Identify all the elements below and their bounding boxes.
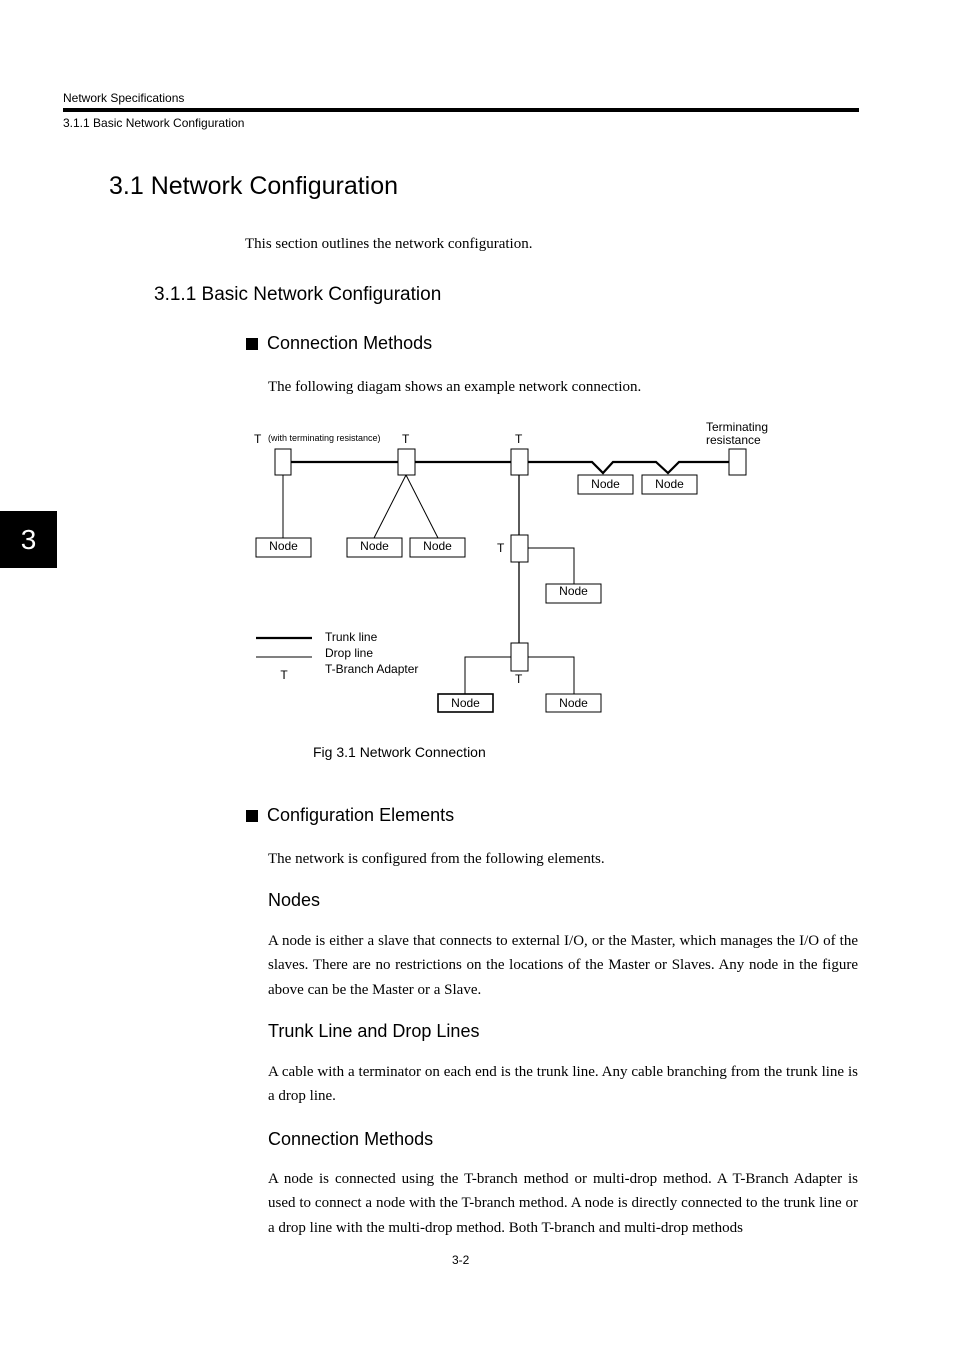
connection-methods-intro: The following diagam shows an example network connection.	[268, 379, 642, 395]
t-branch-adapter	[511, 535, 528, 562]
terminating-resistance	[729, 449, 746, 475]
node-box	[546, 694, 601, 712]
node-label: Node	[655, 477, 684, 491]
trunk-drop-heading: Trunk Line and Drop Lines	[268, 1021, 480, 1041]
legend-trunk-label: Trunk line	[325, 630, 378, 644]
drop-line	[465, 657, 511, 694]
node-box	[410, 538, 465, 557]
configuration-elements-intro: The network is configured from the following elements.	[268, 851, 605, 867]
figure-caption: Fig 3.1 Network Connection	[313, 744, 486, 760]
legend-drop-label: Drop line	[325, 646, 374, 660]
drop-line	[528, 657, 574, 694]
configuration-elements-heading-text: Configuration Elements	[267, 805, 455, 825]
drop-line	[374, 475, 406, 538]
legend-t-symbol: T	[280, 668, 288, 682]
nodes-heading: Nodes	[268, 890, 321, 910]
nodes-paragraph: A node is either a slave that connects to external I/O, or the Master, which manages the I/O of the slaves. There are no restrictions on the locations of the Master or Slaves. Any node in the figure above can be the Master or a Slave.	[268, 933, 858, 998]
section-title: 3.1 Network Configuration	[109, 172, 399, 200]
t-label: T	[254, 432, 262, 446]
node-box	[347, 538, 402, 557]
intro-text: This section outlines the network configuration.	[245, 236, 533, 252]
t-branch-adapter	[511, 643, 528, 671]
running-header-subsection: 3.1.1 Basic Network Configuration	[63, 116, 245, 130]
t-branch-adapter	[511, 449, 528, 475]
node-box	[578, 475, 633, 494]
t-branch-adapter	[275, 449, 291, 475]
node-box	[256, 538, 311, 557]
node-box	[438, 694, 493, 712]
trunk-drop-paragraph: A cable with a terminator on each end is the trunk line. Any cable branching from the trunk line is a drop line.	[268, 1064, 858, 1105]
node-label: Node	[559, 584, 588, 598]
drop-line	[406, 475, 438, 538]
running-header-section: Network Specifications	[63, 91, 185, 105]
connection-methods-heading-text: Connection Methods	[267, 333, 433, 353]
chapter-tab: 3	[0, 511, 57, 568]
page-number: 3-2	[452, 1253, 470, 1267]
with-terminating-note: (with terminating resistance)	[268, 433, 381, 443]
node-label: Node	[559, 696, 588, 710]
t-label: T	[515, 432, 523, 446]
t-label: T	[515, 672, 523, 686]
node-box	[642, 475, 697, 494]
t-label: T	[497, 541, 505, 555]
t-label: T	[402, 432, 410, 446]
configuration-elements-heading	[246, 805, 454, 826]
trunk-line-segment	[528, 462, 729, 473]
node-label: Node	[591, 477, 620, 491]
node-label: Node	[423, 539, 452, 553]
drop-line	[528, 548, 574, 584]
subsection-title: 3.1.1 Basic Network Configuration	[154, 284, 442, 305]
legend-t-branch-label: T-Branch Adapter	[325, 662, 419, 676]
node-box	[546, 584, 601, 603]
connection-methods-paragraph: A node is connected using the T-branch method or multi-drop method. A T-Branch Adapter is used to connect a node with the T-branch method. A node is directly connected to the trunk line or a drop line with the multi-drop method. Both T-branch and multi-drop methods	[268, 1171, 858, 1236]
connection-methods-subheading: Connection Methods	[268, 1129, 434, 1149]
terminating-label-line2: resistance	[706, 433, 761, 447]
node-label: Node	[269, 539, 298, 553]
t-branch-adapter	[398, 449, 415, 475]
node-label: Node	[451, 696, 480, 710]
terminating-label-line1: Terminating	[706, 420, 769, 434]
node-label: Node	[360, 539, 389, 553]
square-bullet-icon	[246, 810, 258, 822]
